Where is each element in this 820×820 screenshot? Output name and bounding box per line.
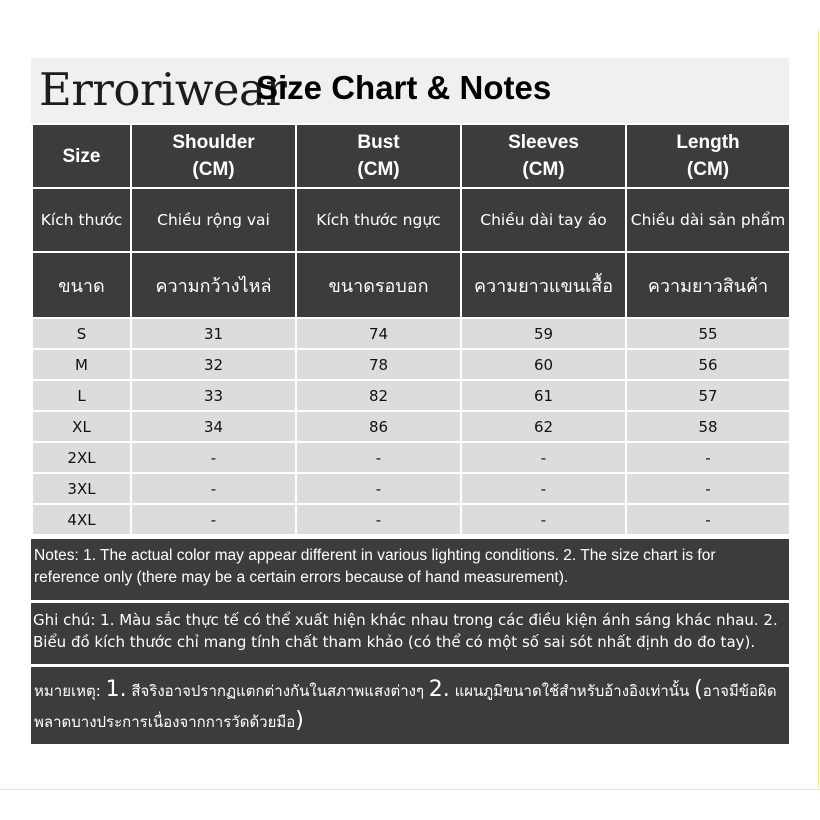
th-label: ความยาวสินค้า xyxy=(626,252,790,318)
sleeves-cell: 60 xyxy=(461,349,626,380)
vi-label: Chiều dài sản phẩm xyxy=(626,188,790,252)
th-label: ขนาด xyxy=(32,252,131,318)
size-cell: 3XL xyxy=(32,473,131,504)
frame-line-bottom xyxy=(0,789,820,790)
size-cell: S xyxy=(32,318,131,349)
sleeves-cell: - xyxy=(461,442,626,473)
length-cell: - xyxy=(626,473,790,504)
thai-notes-prefix: หมายเหตุ: xyxy=(34,682,101,700)
size-cell: L xyxy=(32,380,131,411)
length-cell: 56 xyxy=(626,349,790,380)
size-table xyxy=(31,123,791,536)
length-cell: - xyxy=(626,504,790,535)
th-label: ความยาวแขนเสื้อ xyxy=(461,252,626,318)
length-cell: 55 xyxy=(626,318,790,349)
column-name: Length xyxy=(676,132,740,153)
column-unit: (CM) xyxy=(522,159,565,180)
notes-english: Notes: 1. The actual color may appear different in various lighting conditions. 2. The size chart is for reference only (there may be a certain errors because of hand measurement). xyxy=(31,536,789,600)
bust-cell: 78 xyxy=(296,349,461,380)
frame-line-right xyxy=(818,30,819,790)
shoulder-cell: - xyxy=(131,473,296,504)
shoulder-cell: 31 xyxy=(131,318,296,349)
vi-label: Chiều dài tay áo xyxy=(461,188,626,252)
shoulder-cell: 34 xyxy=(131,411,296,442)
table-row xyxy=(32,318,790,349)
size-cell: 2XL xyxy=(32,442,131,473)
sleeves-cell: 59 xyxy=(461,318,626,349)
vietnamese-label-row xyxy=(32,188,790,252)
column-name: Shoulder xyxy=(172,132,255,153)
column-unit: (CM) xyxy=(357,159,400,180)
shoulder-cell: 32 xyxy=(131,349,296,380)
table-row xyxy=(32,411,790,442)
bust-cell: 74 xyxy=(296,318,461,349)
header-length xyxy=(626,124,790,188)
thai-note-text-1: สีจริงอาจปรากฏแตกต่างกันในสภาพแสงต่างๆ xyxy=(131,682,424,700)
table-row xyxy=(32,504,790,535)
thai-label-row xyxy=(32,252,790,318)
sleeves-cell: - xyxy=(461,504,626,535)
length-cell: 57 xyxy=(626,380,790,411)
length-cell: - xyxy=(626,442,790,473)
column-unit: (CM) xyxy=(686,159,730,180)
header-size xyxy=(32,124,131,188)
thai-paren-close: ) xyxy=(295,708,304,733)
column-name: Bust xyxy=(357,132,400,153)
vi-label: Chiều rộng vai xyxy=(131,188,296,252)
thai-note-number-1: 1. xyxy=(105,677,127,702)
th-label: ความกว้างไหล่ xyxy=(131,252,296,318)
header-sleeves xyxy=(461,124,626,188)
column-unit: (CM) xyxy=(192,159,235,180)
bust-cell: - xyxy=(296,504,461,535)
thai-note-text-2: แผนภูมิขนาดใช้สำหรับอ้างอิงเท่านั้น xyxy=(454,682,690,700)
bust-cell: - xyxy=(296,473,461,504)
th-label: ขนาดรอบอก xyxy=(296,252,461,318)
size-cell: XL xyxy=(32,411,131,442)
column-name: Sleeves xyxy=(508,132,579,153)
vi-label: Kích thước xyxy=(32,188,131,252)
bust-cell: - xyxy=(296,442,461,473)
sleeves-cell: 61 xyxy=(461,380,626,411)
chart-title: Size Chart & Notes xyxy=(256,69,552,106)
shoulder-cell: 33 xyxy=(131,380,296,411)
shoulder-cell: - xyxy=(131,442,296,473)
chart-header xyxy=(31,58,789,123)
header-bust xyxy=(296,124,461,188)
bust-cell: 82 xyxy=(296,380,461,411)
shoulder-cell: - xyxy=(131,504,296,535)
thai-note-number-2: 2. xyxy=(428,677,450,702)
size-cell: M xyxy=(32,349,131,380)
notes-thai xyxy=(31,664,789,744)
brand-logo: Erroriwear xyxy=(39,63,287,116)
sleeves-cell: - xyxy=(461,473,626,504)
sleeves-cell: 62 xyxy=(461,411,626,442)
table-row xyxy=(32,473,790,504)
size-cell: 4XL xyxy=(32,504,131,535)
header-shoulder xyxy=(131,124,296,188)
thai-note-text-3: อาจมีข้อผิดพลาดบางประการเนื่องจากการวัดด้วยมือ xyxy=(34,682,777,731)
table-row xyxy=(32,442,790,473)
length-cell: 58 xyxy=(626,411,790,442)
table-row xyxy=(32,380,790,411)
notes-vietnamese: Ghi chú: 1. Màu sắc thực tế có thể xuất hiện khác nhau trong các điều kiện ánh sáng khác nhau. 2. Biểu đồ kích thước chỉ mang tính chất tham khảo (có thể có một số sai sót nhất định do đo tay). xyxy=(31,600,789,664)
size-chart xyxy=(31,58,789,744)
column-name: Size xyxy=(62,145,101,167)
bust-cell: 86 xyxy=(296,411,461,442)
header-row xyxy=(32,124,790,188)
thai-paren-open: ( xyxy=(694,677,703,702)
vi-label: Kích thước ngực xyxy=(296,188,461,252)
table-row xyxy=(32,349,790,380)
